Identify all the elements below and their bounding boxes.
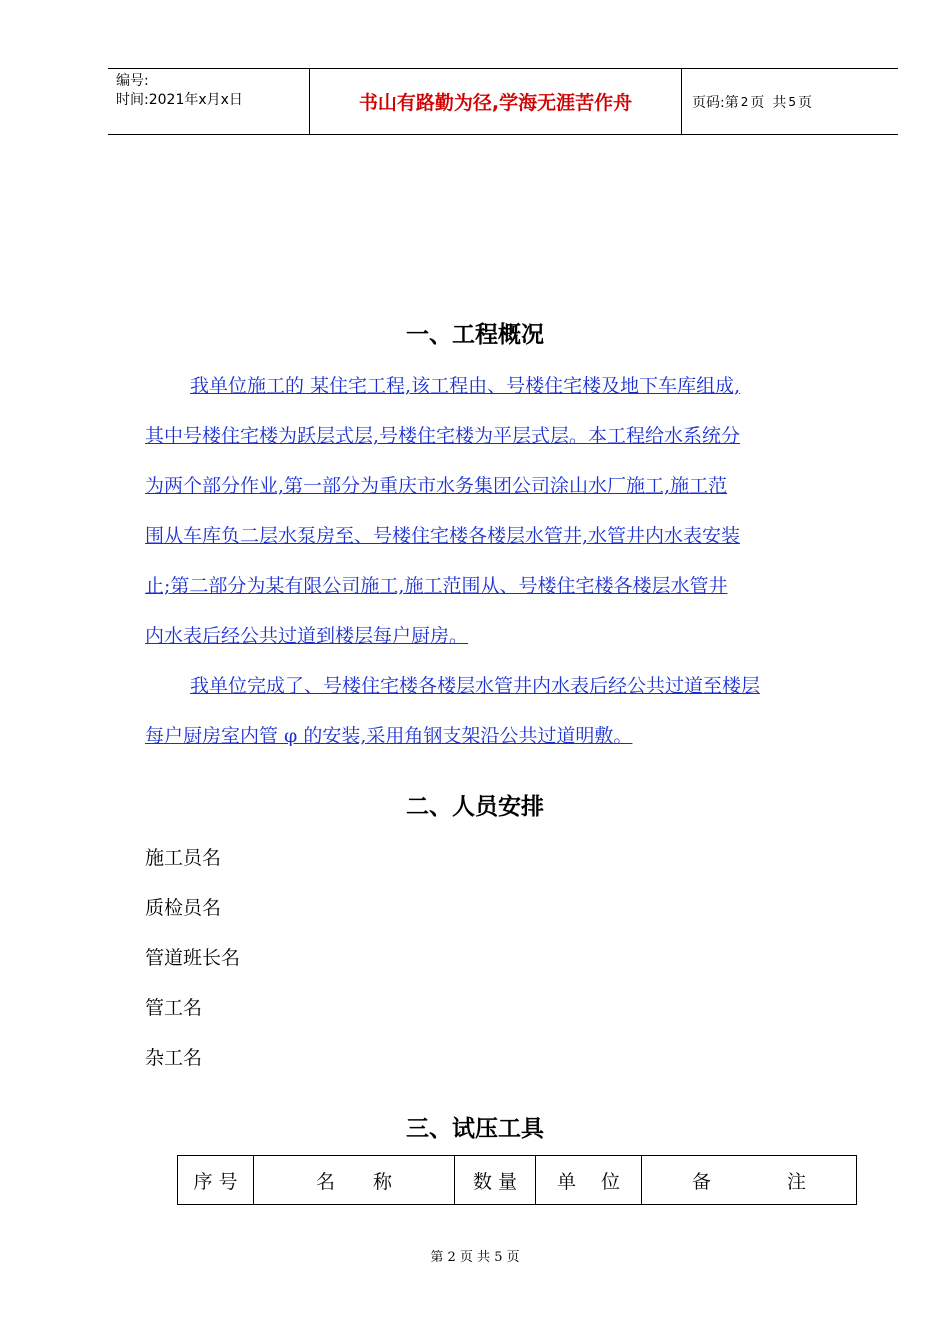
col-header-remarks: 备 注 (642, 1156, 857, 1205)
staff-list (145, 833, 240, 1083)
overview-paragraph-2[interactable] (145, 661, 890, 761)
page-prefix: 页码:第 (692, 94, 739, 111)
page-number: 2 (740, 94, 749, 109)
header-meta (108, 69, 309, 134)
serial-label: 编号: (116, 73, 149, 89)
section-title-tools: 三、试压工具 (406, 1116, 544, 1142)
total-prefix: 共 (772, 94, 787, 111)
total-suffix: 页 (798, 94, 812, 111)
header-motto: 书山有路勤为径,学海无涯苦作舟 (309, 69, 682, 134)
total-pages: 5 (788, 94, 796, 109)
tools-table (177, 1155, 857, 1205)
overview-line: 止;第二部分为某有限公司施工,施工范围从、号楼住宅楼各楼层水管井 (145, 575, 728, 597)
page-mid: 页 (750, 94, 765, 111)
header-page-info (682, 69, 898, 134)
section-title-staff: 二、人员安排 (406, 794, 544, 820)
overview-line: 内水表后经公共过道到楼层每户厨房。 (145, 625, 469, 647)
overview-paragraph-1[interactable] (145, 361, 890, 661)
staff-item: 管道班长名 (145, 947, 241, 969)
col-header-unit: 单 位 (536, 1156, 642, 1205)
col-header-quantity: 数 量 (455, 1156, 536, 1205)
staff-item: 管工名 (145, 997, 203, 1019)
overview-line: 围从车库负二层水泵房至、号楼住宅楼各楼层水管井,水管井内水表安装 (145, 525, 741, 547)
col-header-index: 序 号 (178, 1156, 254, 1205)
page-footer: 第 2 页 共 5 页 (430, 1250, 520, 1265)
overview-line: 我单位完成了、号楼住宅楼各楼层水管井内水表后经公共过道至楼层 (190, 675, 761, 697)
overview-line: 我单位施工的 某住宅工程,该工程由、号楼住宅楼及地下车库组成, (190, 375, 741, 397)
overview-line: 为两个部分作业,第一部分为重庆市水务集团公司涂山水厂施工,施工范 (145, 475, 728, 497)
table-header-row (178, 1156, 857, 1205)
staff-item: 质检员名 (145, 897, 222, 919)
overview-line: 其中号楼住宅楼为跃层式层,号楼住宅楼为平层式层。本工程给水系统分 (145, 425, 741, 447)
overview-line: 每户厨房室内管 φ 的安装,采用角钢支架沿公共过道明敷。 (145, 725, 633, 747)
section-title-overview: 一、工程概况 (406, 322, 544, 348)
col-header-name: 名 称 (254, 1156, 455, 1205)
staff-item: 杂工名 (145, 1047, 203, 1069)
time-label: 时间:2021年x月x日 (116, 92, 243, 108)
page-header (108, 68, 898, 135)
staff-item: 施工员名 (145, 847, 222, 869)
